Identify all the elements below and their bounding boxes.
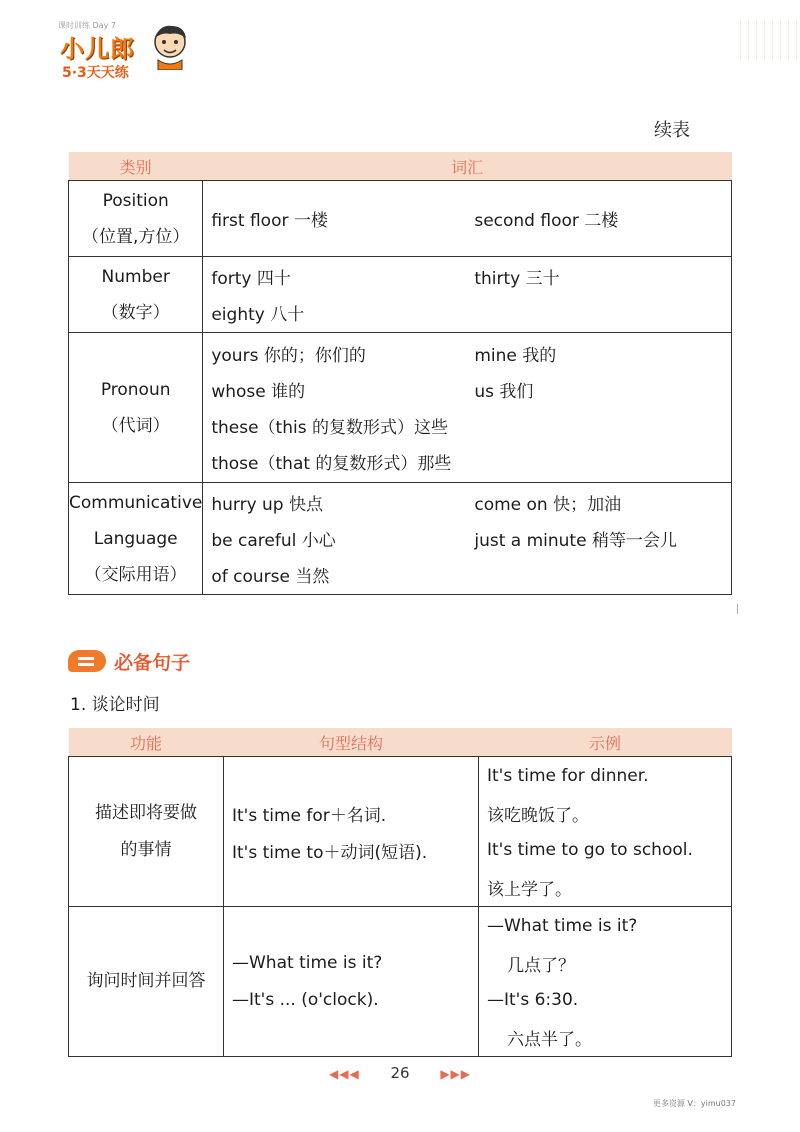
vocab-item: hurry up 快点 — [211, 495, 324, 515]
category-zh: （数字） — [101, 302, 170, 323]
vocab-item: just a minute 稍等一会儿 — [474, 531, 677, 551]
vocab-item: of course 当然 — [211, 567, 330, 587]
sentence-table — [68, 728, 732, 1057]
function-cell — [69, 757, 224, 907]
vocab-item: those（that 的复数形式）那些 — [211, 454, 452, 474]
table-row — [69, 257, 732, 333]
vocab-item: second floor 二楼 — [474, 211, 619, 231]
vocab-cell — [203, 483, 732, 595]
example-cell — [479, 907, 732, 1057]
pattern-line: It's time to＋动词(短语). — [232, 842, 428, 863]
brand-subtitle: 5·3天天练 — [62, 65, 129, 81]
example-cell — [479, 757, 732, 907]
example-line: 几点了？ — [507, 955, 575, 976]
example-line: It's time to go to school. — [487, 840, 693, 860]
next-page-arrows-icon: ▶▶▶ — [440, 1067, 472, 1081]
section-heading — [68, 648, 190, 674]
category-zh: （交际用语） — [84, 564, 187, 585]
subsection-title: 1. 谈论时间 — [70, 695, 160, 715]
vocab-item: whose 谁的 — [211, 382, 306, 402]
example-line: 六点半了。 — [507, 1029, 592, 1050]
function-text: 描述即将要做 — [95, 802, 197, 823]
vocab-item: come on 快；加油 — [474, 495, 622, 515]
page-footer — [0, 1064, 800, 1082]
brand-name: 小儿郎 — [60, 35, 135, 63]
vocab-item: be careful 小心 — [211, 531, 336, 551]
vocab-item: eighty 八十 — [211, 305, 305, 325]
vocabulary-table — [68, 152, 732, 595]
header-vocabulary: 词汇 — [203, 152, 732, 181]
vocab-cell — [203, 181, 732, 257]
header-function: 功能 — [69, 728, 224, 757]
vocab-item: first floor 一楼 — [211, 211, 328, 231]
category-cell — [69, 483, 203, 595]
continued-label: 续表 — [654, 120, 690, 141]
vocab-item: these（this 的复数形式）这些 — [211, 418, 448, 438]
table-row — [69, 757, 732, 907]
category-cell — [69, 333, 203, 483]
category-zh: （代词） — [101, 415, 170, 436]
pattern-line: —What time is it? — [232, 953, 383, 973]
decorative-grid — [740, 20, 800, 60]
function-text: 的事情 — [120, 839, 172, 860]
category-cell — [69, 257, 203, 333]
pattern-line: It's time for＋名词. — [232, 805, 387, 826]
pattern-cell — [224, 907, 479, 1057]
vocab-item: mine 我的 — [474, 346, 557, 366]
example-line: It's time for dinner. — [487, 766, 649, 786]
category-en: Communicative — [69, 492, 203, 513]
divider — [737, 604, 738, 614]
function-cell — [69, 907, 224, 1057]
category-zh: （位置,方位） — [81, 226, 190, 247]
example-line: 该上学了。 — [487, 879, 572, 900]
header-example: 示例 — [479, 728, 732, 757]
mascot-icon — [148, 22, 192, 70]
category-en-2: Language — [93, 528, 178, 549]
category-en: Number — [101, 266, 170, 287]
vocab-item: forty 四十 — [211, 269, 291, 289]
header-category: 类别 — [69, 152, 203, 181]
sentence-header-row — [69, 728, 732, 757]
brand-tagline: 课时训练 Day 7 — [58, 21, 116, 30]
vocab-item: thirty 三十 — [474, 269, 560, 289]
category-en: Position — [102, 190, 169, 211]
table-row — [69, 483, 732, 595]
category-en: Pronoun — [100, 379, 171, 400]
vocab-item: yours 你的；你们的 — [211, 346, 366, 366]
vocab-cell — [203, 333, 732, 483]
pattern-line: —It's ... (o'clock). — [232, 990, 379, 1010]
section-badge-icon — [68, 650, 106, 672]
table-row — [69, 907, 732, 1057]
vocab-cell — [203, 257, 732, 333]
example-line: —It's 6:30. — [487, 990, 579, 1010]
watermark: 更多资源 V：yimu037 — [652, 1099, 736, 1108]
prev-page-arrows-icon: ◀◀◀ — [328, 1067, 360, 1081]
vocab-item: us 我们 — [474, 382, 534, 402]
section-title: 必备句子 — [114, 651, 191, 674]
example-line: —What time is it? — [487, 916, 638, 936]
pattern-cell — [224, 757, 479, 907]
category-cell — [69, 181, 203, 257]
brand-logo — [56, 16, 206, 81]
header-pattern: 句型结构 — [224, 728, 479, 757]
vocab-header-row — [69, 152, 732, 181]
example-line: 该吃晚饭了。 — [487, 805, 589, 826]
table-row — [69, 181, 732, 257]
table-row — [69, 333, 732, 483]
function-text: 询问时间并回答 — [86, 971, 206, 991]
page-number: 26 — [390, 1064, 410, 1082]
